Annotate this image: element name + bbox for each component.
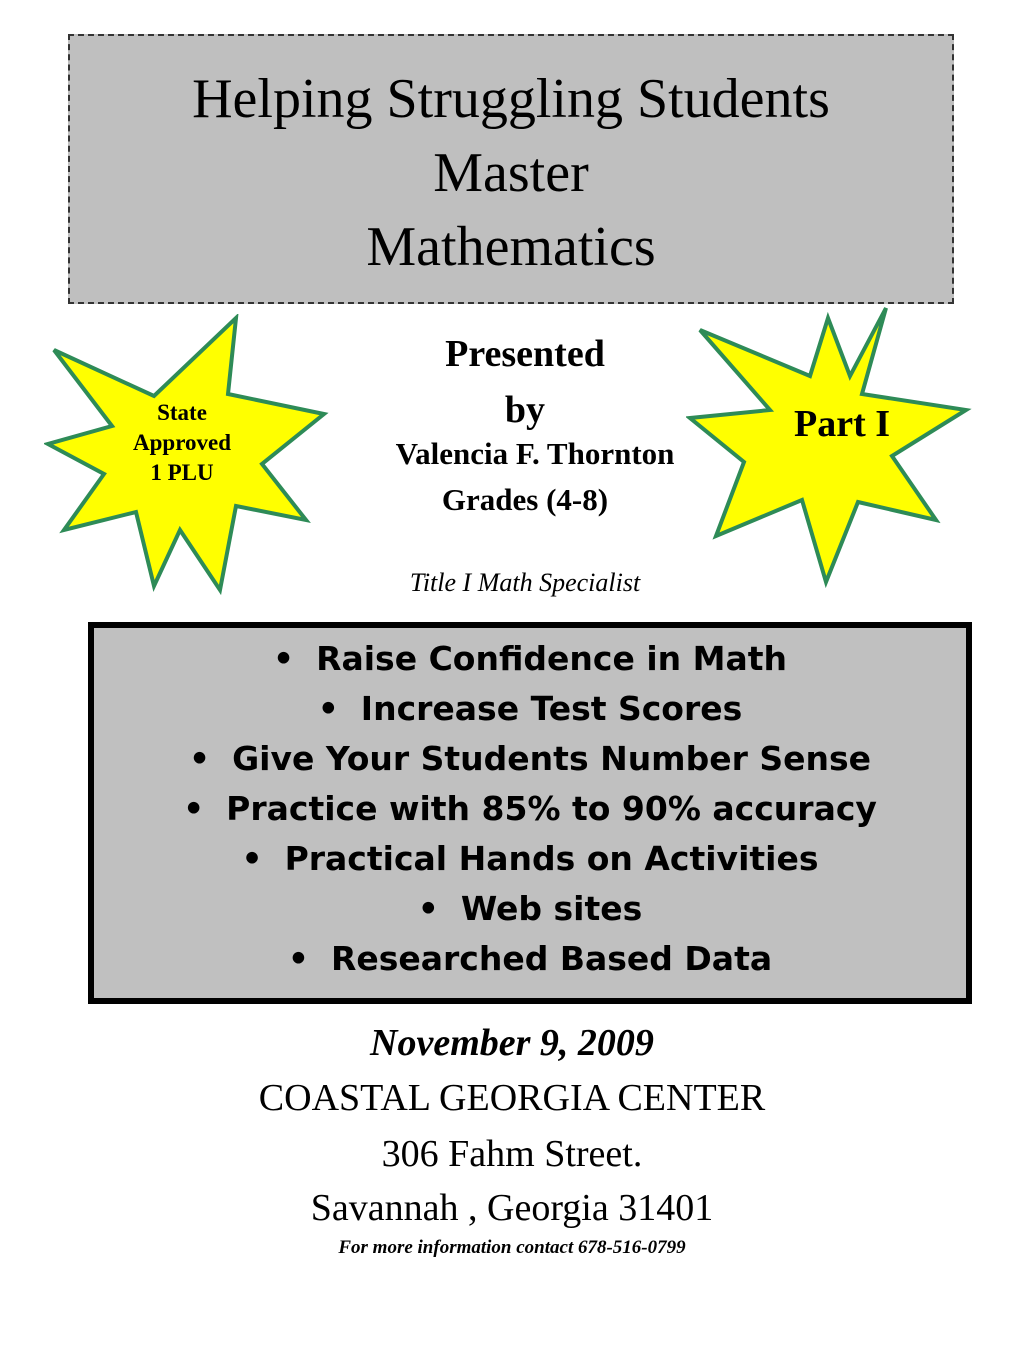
feature-item: • Practical Hands on Activities [94,834,966,884]
by-label: by [504,389,546,431]
badge-line-state: State [157,400,207,425]
bullet-icon: • [188,739,211,778]
part-label: Part I [793,403,891,445]
bullet-icon: • [241,839,263,878]
bullet-icon: • [417,889,439,928]
badge-line-plu: 1 PLU [150,460,214,485]
bullet-icon: • [287,939,309,978]
event-date: November 9, 2009 [370,1022,654,1064]
presented-label: Presented [445,333,605,375]
contact-info: For more information contact 678-516-0799 [338,1237,686,1258]
presenter-role: Title I Math Specialist [409,568,641,597]
bullet-icon: • [183,789,205,828]
title-line-1: Helping Struggling Students [192,68,830,130]
feature-item: • Practice with 85% to 90% accuracy [94,784,966,834]
event-venue: COASTAL GEORGIA CENTER [258,1077,766,1119]
title-box [68,34,954,304]
event-city: Savannah , Georgia 31401 [310,1187,714,1229]
state-approved-badge [44,314,334,596]
title-line-3: Mathematics [366,216,656,278]
feature-item: • Give Your Students Number Sense [94,734,966,784]
badge-line-approved: Approved [133,430,231,455]
presenter-name: Valencia F. Thornton [395,436,675,471]
title-line-2: Master [433,142,589,204]
feature-item: • Researched Based Data [94,934,966,984]
event-street: 306 Fahm Street. [381,1133,643,1175]
feature-box [88,622,972,1004]
feature-item: • Web sites [94,884,966,934]
feature-item: • Increase Test Scores [94,684,966,734]
grades-label: Grades (4-8) [441,482,609,517]
feature-item: • Raise Confidence in Math [94,634,966,684]
bullet-icon: • [317,689,339,728]
feature-list [94,628,966,984]
bullet-icon: • [272,639,295,678]
